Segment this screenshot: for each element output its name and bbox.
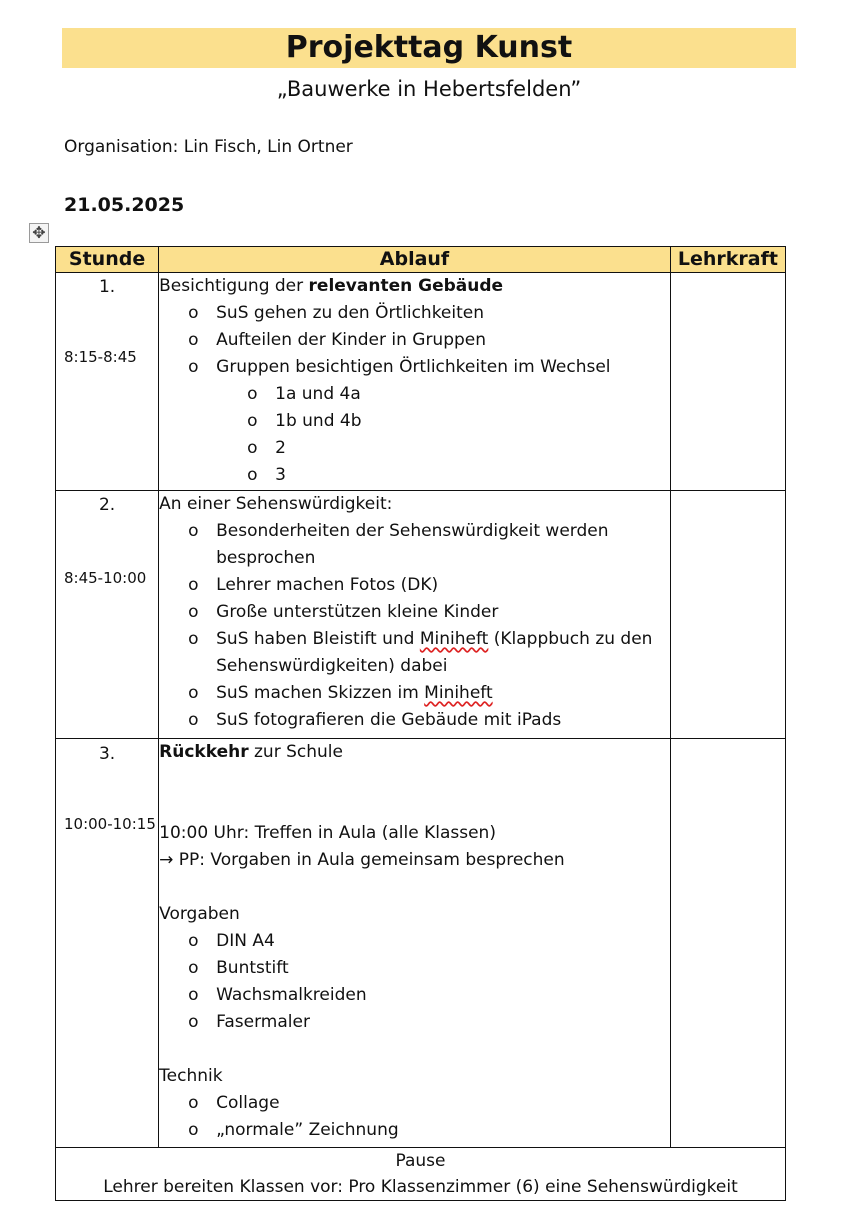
item-text: SuS machen Skizzen im — [216, 683, 425, 703]
table-row — [56, 739, 786, 1148]
pause-cell[interactable] — [56, 1148, 786, 1201]
ablauf-cell[interactable] — [159, 739, 671, 1148]
spellcheck-word[interactable]: Miniheft — [419, 629, 489, 649]
schedule-table — [55, 246, 786, 1201]
list-item: o Collage — [159, 1090, 670, 1117]
ablauf-cell[interactable] — [159, 491, 671, 739]
stunde-number: 1. — [98, 277, 116, 297]
list-item: o Wachsmalkreiden — [159, 982, 670, 1009]
stunde-time: 8:15-8:45 — [64, 348, 137, 366]
sub-list-item: o 3 — [159, 462, 670, 489]
page-title: Projekttag Kunst — [285, 30, 573, 65]
stunde-time: 8:45-10:00 — [64, 569, 147, 587]
table-header-row — [56, 247, 786, 273]
stunde-cell[interactable] — [56, 491, 159, 739]
stunde-cell[interactable] — [56, 739, 159, 1148]
table-row — [56, 491, 786, 739]
list-item: o DIN A4 — [159, 928, 670, 955]
vorgaben-label: Vorgaben — [159, 904, 240, 924]
list-item: o SuS gehen zu den Örtlichkeiten — [159, 300, 670, 327]
intro-text: Besichtigung der — [159, 276, 309, 296]
stunde-number: 2. — [98, 495, 116, 515]
item-text: SuS haben Bleistift und — [216, 629, 420, 649]
intro-text: zur Schule — [248, 742, 343, 762]
list-item: o SuS fotografieren die Gebäude mit iPads — [159, 707, 670, 734]
meeting-line: 10:00 Uhr: Treffen in Aula (alle Klassen) — [159, 823, 496, 843]
spacer — [159, 766, 670, 793]
lehrkraft-cell[interactable] — [670, 739, 785, 1148]
list-item: o Gruppen besichtigen Örtlichkeiten im Wechsel — [159, 354, 670, 381]
move-icon[interactable]: ✥ — [29, 223, 49, 243]
sub-list-item: o 1b und 4b — [159, 408, 670, 435]
spacer — [159, 793, 670, 820]
header-stunde: Stunde — [56, 247, 159, 273]
header-lehrkraft: Lehrkraft — [670, 247, 785, 273]
row-intro: An einer Sehenswürdigkeit: — [159, 494, 393, 514]
ablauf-cell[interactable] — [159, 273, 671, 491]
header-ablauf: Ablauf — [159, 247, 671, 273]
stunde-cell[interactable] — [56, 273, 159, 491]
page-subtitle: „Bauwerke in Hebertsfelden” — [276, 77, 582, 101]
row-intro — [159, 739, 670, 766]
lehrkraft-cell[interactable] — [670, 491, 785, 739]
spacer — [159, 874, 670, 901]
list-item: o Lehrer machen Fotos (DK) — [159, 572, 670, 599]
intro-bold: Rückkehr — [159, 742, 249, 762]
stunde-time: 10:00-10:15 — [64, 815, 156, 833]
list-item: o Aufteilen der Kinder in Gruppen — [159, 327, 670, 354]
list-item — [159, 680, 670, 707]
organisation-line: Organisation: Lin Fisch, Lin Ortner — [64, 137, 353, 157]
sub-list-item: o 2 — [159, 435, 670, 462]
spellcheck-word[interactable]: Miniheft — [424, 683, 493, 703]
list-item — [159, 626, 670, 680]
list-item: o Buntstift — [159, 955, 670, 982]
sub-list-item: o 1a und 4a — [159, 381, 670, 408]
pause-note: Lehrer bereiten Klassen vor: Pro Klassenzimmer (6) eine Sehenswürdigkeit — [103, 1177, 738, 1197]
table-row — [56, 273, 786, 491]
row-intro — [159, 273, 670, 300]
event-date: 21.05.2025 — [64, 194, 185, 216]
lehrkraft-cell[interactable] — [670, 273, 785, 491]
technik-label: Technik — [159, 1066, 223, 1086]
table-footer-row — [56, 1148, 786, 1201]
list-item: o „normale” Zeichnung — [159, 1117, 670, 1144]
pp-line: → PP: Vorgaben in Aula gemeinsam besprechen — [159, 850, 565, 870]
intro-bold: relevanten Gebäude — [308, 276, 504, 296]
item-text: (Klappbuch zu den Sehenswürdigkeiten) dabei — [216, 629, 653, 676]
pause-label: Pause — [395, 1151, 446, 1171]
spacer — [159, 1036, 670, 1063]
list-item: o Große unterstützen kleine Kinder — [159, 599, 670, 626]
list-item: o Besonderheiten der Sehenswürdigkeit werden besprochen — [159, 518, 670, 572]
list-item: o Fasermaler — [159, 1009, 670, 1036]
stunde-number: 3. — [98, 744, 116, 764]
